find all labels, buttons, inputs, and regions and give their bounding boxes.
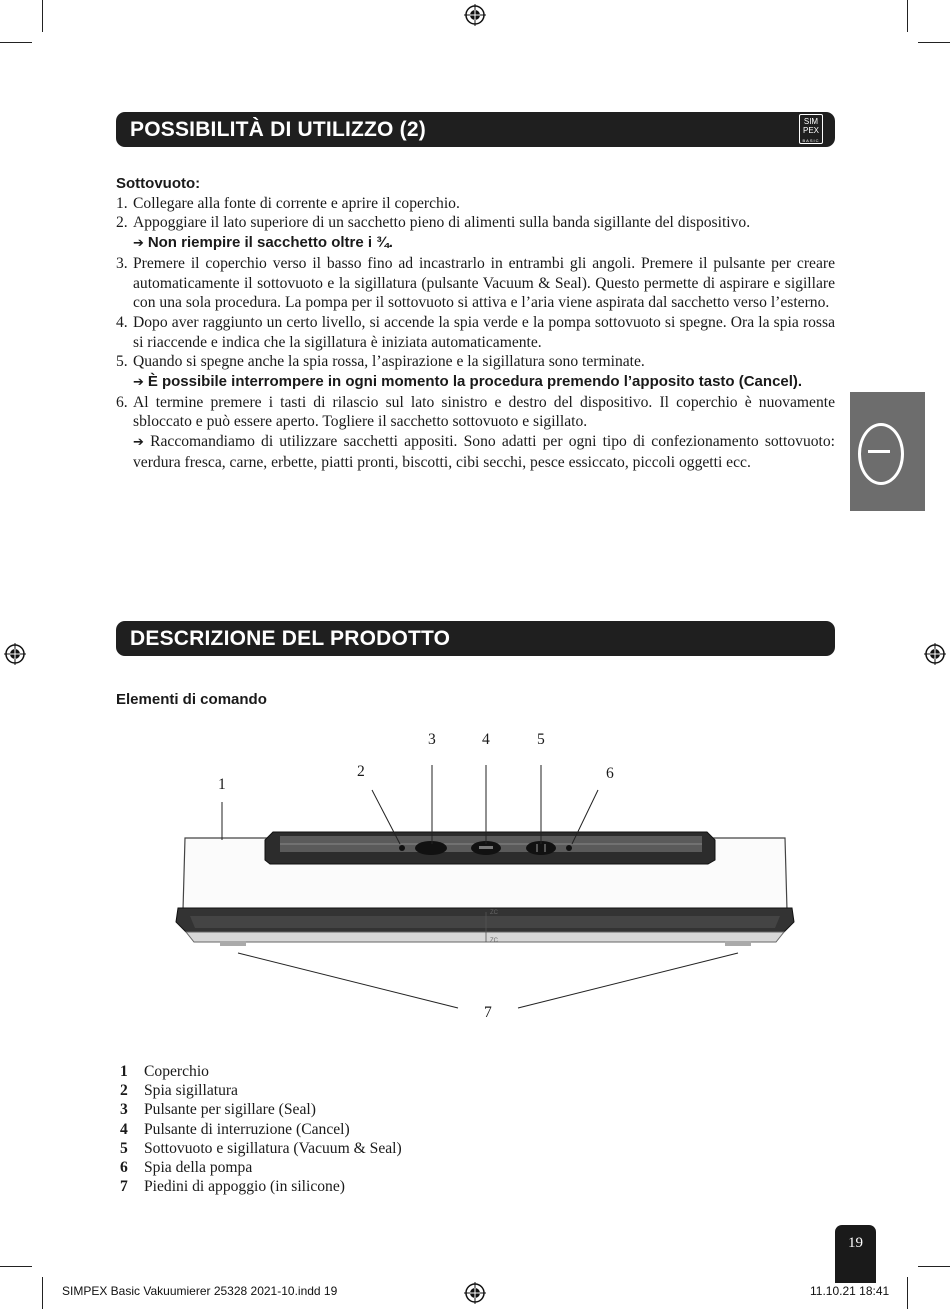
step-number: 3. (116, 254, 128, 272)
list-item (120, 1177, 402, 1196)
step-text: Quando si spegne anche la spia rossa, l’aspirazione e la sigillatura sono terminate. (133, 353, 645, 371)
crop-mark (0, 42, 32, 43)
list-item (120, 1100, 402, 1119)
registration-mark-icon (464, 4, 486, 26)
language-tab (850, 392, 925, 511)
step-number: 6. (116, 393, 128, 411)
list-item (116, 313, 835, 352)
legend-number: 3 (120, 1101, 128, 1119)
step-text: Premere il coperchio verso il basso fino ad incastrarlo in entrambi gli angoli. Premere il pulsante per creare automaticamente il sottovuoto e la sigillatura (pulsante Vacuum & Seal). Questo permette di aspirare e sigillare con una sola procedura. La pompa per il sottovuoto si attiva e l’aria viene aspirata dal sacchetto verso l’esterno. (133, 254, 835, 312)
callout-label: 7 (484, 1004, 492, 1021)
logo-line: BASIC (802, 138, 820, 143)
footer-date: 11.10.21 18:41 (810, 1284, 890, 1298)
step-note: Non riempire il sacchetto oltre i ¾. (147, 234, 393, 252)
controls-heading: Elementi di comando (116, 691, 267, 708)
legend-number: 6 (120, 1159, 128, 1177)
crop-mark (0, 1266, 32, 1267)
footer-file: SIMPEX Basic Vakuumierer 25328 2021-10.indd 19 (62, 1284, 338, 1298)
registration-mark-icon (4, 643, 26, 665)
component-legend (120, 1062, 402, 1196)
callout-label: 4 (482, 731, 490, 748)
callout-label: 1 (218, 776, 226, 793)
legend-number: 1 (120, 1063, 128, 1080)
list-item (120, 1139, 402, 1158)
legend-label: Coperchio (144, 1063, 209, 1080)
subheading: Sottovuoto: (116, 175, 201, 192)
callout-label: 2 (357, 763, 365, 780)
diagram-marking: ZC (490, 938, 498, 944)
step-text: Appoggiare il lato superiore di un sacchetto pieno di alimenti sulla banda sigillante del dispositivo. (133, 214, 751, 232)
step-text: Al termine premere i tasti di rilascio sul lato sinistro e destro del dispositivo. Il coperchio è nuovamente sbloccato e può essere aperto. Togliere il sacchetto sottovuoto e sigillato. (133, 393, 835, 431)
list-item (116, 194, 835, 214)
callout-label: 5 (537, 731, 545, 748)
step-text: Dopo aver raggiunto un certo livello, si accende la spia verde e la pompa sottovuoto si spegne. Ora la spia rossa si riaccende e indica che la sigillatura è iniziata automaticamente. (133, 313, 835, 351)
step-body (133, 213, 835, 253)
legend-label: Sottovuoto e sigillatura (Vacuum & Seal) (144, 1139, 402, 1157)
minus-icon (868, 450, 890, 453)
section-header-description (116, 621, 835, 656)
crop-mark (918, 1266, 950, 1267)
steps-list (116, 194, 835, 473)
arrow-right-icon: ➔ (133, 236, 144, 252)
list-item (120, 1120, 402, 1139)
crop-mark (918, 42, 950, 43)
step-body (133, 393, 835, 473)
legend-label: Pulsante per sigillare (Seal) (144, 1101, 316, 1119)
step-number: 2. (116, 214, 128, 232)
section-title: POSSIBILITÀ DI UTILIZZO (2) (130, 117, 426, 141)
registration-mark-icon (924, 643, 946, 665)
crop-mark (907, 1277, 908, 1309)
legend-number: 7 (120, 1178, 128, 1196)
callout-label: 3 (428, 731, 436, 748)
legend-label: Spia della pompa (144, 1159, 253, 1177)
legend-label: Piedini di appoggio (in silicone) (144, 1178, 345, 1196)
list-item (120, 1158, 402, 1177)
logo-line: PEX (802, 126, 819, 135)
step-body (133, 352, 835, 392)
list-item (116, 352, 835, 392)
section-header-usage (116, 112, 835, 147)
simpex-logo (799, 114, 823, 144)
crop-mark (42, 0, 43, 32)
logo-line: SIM (803, 117, 819, 126)
legend-number: 5 (120, 1139, 128, 1157)
step-note: È possibile interrompere in ogni momento la procedura premendo l’apposito tasto (Cancel). (147, 373, 803, 391)
step-number: 4. (116, 313, 128, 331)
crop-mark (907, 0, 908, 32)
arrow-right-icon: ➔ (133, 375, 144, 391)
minus-oval-icon (858, 423, 904, 485)
step-text: Collegare alla fonte di corrente e aprire il coperchio. (133, 194, 460, 212)
legend-label: Pulsante di interruzione (Cancel) (144, 1120, 350, 1138)
registration-mark-icon (464, 1282, 486, 1304)
vacuum-sealer-diagram (170, 760, 800, 1030)
list-item (116, 213, 835, 253)
page-number: 19 (835, 1225, 876, 1283)
list-item (120, 1081, 402, 1100)
step-tip: Raccomandiamo di utilizzare sacchetti appositi. Sono adatti per ogni tipo di confezionamento sottovuoto: verdura fresca, carne, erbette, piatti pronti, biscotti, cibi secchi, pesce essiccato, piccoli oggetti ecc. (133, 433, 835, 471)
list-item (116, 393, 835, 473)
legend-number: 2 (120, 1082, 128, 1100)
legend-number: 4 (120, 1120, 128, 1138)
step-number: 5. (116, 353, 128, 371)
callout-label: 6 (606, 765, 614, 782)
diagram-marking: ZC (490, 910, 498, 916)
step-number: 1. (116, 194, 128, 212)
list-item (116, 254, 835, 313)
crop-mark (42, 1277, 43, 1309)
vacuum-instructions (116, 174, 835, 473)
section-title: DESCRIZIONE DEL PRODOTTO (130, 626, 451, 650)
arrow-right-icon: ➔ (133, 435, 144, 451)
legend-label: Spia sigillatura (144, 1082, 238, 1100)
list-item (120, 1062, 402, 1081)
